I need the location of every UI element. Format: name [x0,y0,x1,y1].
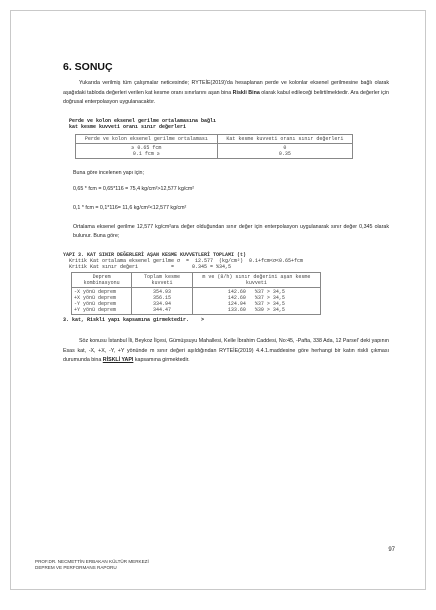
intro-paragraph [63,79,389,108]
table2-combinations: -X yönü deprem +X yönü deprem -Y yönü deprem +Y yönü deprem [72,287,132,314]
table2-exceeding: 142.60 %37 > 34,5 142.60 %37 > 34,5 124.94 %37 > 34,5 133.60 %39 > 34,5 [192,287,320,314]
footer-line-2: DEPREM VE PERFORMANS RAPORU [35,565,117,571]
intro-text-1: Yukarıda verilmiş tüm çalışmalar neticesinde; RYTEİE(2019)'da hesaplanan perde ve kolonlar eksenel gerilmesine bağlı olarak aşağıdaki tabloda değerleri verilen kat kesme oranı sınırlarını aşan bina [63,80,389,96]
table2-body-row [72,287,321,314]
footer-line-1: PROF.DR. NECMETTİN ERBAKAN KÜLTÜR MERKEZİ [35,559,149,564]
shear-force-table [71,272,321,315]
table2-header-combination: Deprem kombinasyonu [72,272,132,287]
calculation-line-2: 0,1 * fcm = 0,1*116= 11,6 kg/cm²<12,577 kg/cm² [73,204,187,211]
limit-values-table [75,134,353,159]
table1-cell-ratio [217,143,352,158]
page-number: 97 [388,547,395,553]
table2-totals: 354.93 356.15 334.94 344.47 [132,287,192,314]
table2-footer: 3. kat, Riskli yapı kapsamına girmektedir. > [63,316,205,323]
table2-header-row [72,272,321,287]
table1-cell-value: ≥ 0.65 fcm [131,144,162,151]
table1-header-row [76,134,353,143]
table2-title: YAPI 3. KAT SINIR DEĞERLERİ AŞAN KESME KUVVETLERİ TOPLAMI (t) [63,251,247,258]
analysis-intro: Buna göre incelenen yapı için; [73,169,144,176]
table1-cell-value: 0 [283,144,287,151]
intro-bold-text: Riskli Bina [232,89,260,96]
page-footer [35,559,149,572]
conclusion-paragraph [63,337,389,366]
table1-cell-value: 0.1 fcm ≥ [132,150,160,157]
intro-text-2: olarak kabul edileceği belirtilmektedir. Ara değerler için doğrusal enterpolasyon uygulanacaktır. [63,89,389,106]
conclusion-text-2: kapsamına girmektedir. [133,357,190,364]
conclusion-text-1: Söz konusu İstanbul İli, Beykoz İlçesi, Gümüşsuyu Mahallesi, Kelle İbrahim Caddesi, No:45, -Pafta, 338 Ada, 12 Parsel' deki yapının Esas kat, -X, +X, -Y, +Y yönünde m sınır değeri aşıldığından RYTEİE(2019) 4.4.1.maddesine göre herhangi bir katın riskli çıkması durumunda bina [63,337,389,364]
section-heading: 6. SONUÇ [63,61,113,73]
table2-header-total: Toplam kesme kuvveti [132,272,192,287]
table2-limit-line: Kritik Kat sınır değeri = 0.345 = %34,5 [63,263,232,270]
table1-cell-stress [76,143,218,158]
page-content [63,61,389,366]
table1-row [76,143,353,158]
risky-structure-label: RİSKLİ YAPI [102,357,134,364]
table1-title: Perde ve kolon eksenel gerilme ortalamasına bağlı kat kesme kuvveti oranı sınır değerleri [69,117,217,130]
table1-header-ratio: Kat kesme kuvveti oranı sınır değerleri [217,134,352,143]
table1-header-stress: Perde ve kolon eksenel gerilme ortalaması [76,134,218,143]
document-page [10,10,426,590]
interpolation-paragraph: Ortalama eksenel gerilme 12,577 kg/cm²ara değer olduğundan sınır değer için enterpolasyon uygulanarak sınır değer 0,345 olarak bulunur. Buna göre; [73,223,389,240]
calculation-line-1: 0,65 * fcm = 0,65*116 = 75,4 kg/cm²>12,577 kg/cm² [73,185,195,192]
table2-stress-line: Kritik Kat ortalama eksenel gerilme σ = 12.577 (kg/cm²) 0.1+fcm<σ<0.65+fcm [63,257,304,264]
table2-header-exceeding: m ve (8/h) sınır değerini aşan kesme kuvveti [192,272,320,287]
table2-header-block [63,252,389,270]
table1-cell-value: 0.35 [278,150,291,157]
